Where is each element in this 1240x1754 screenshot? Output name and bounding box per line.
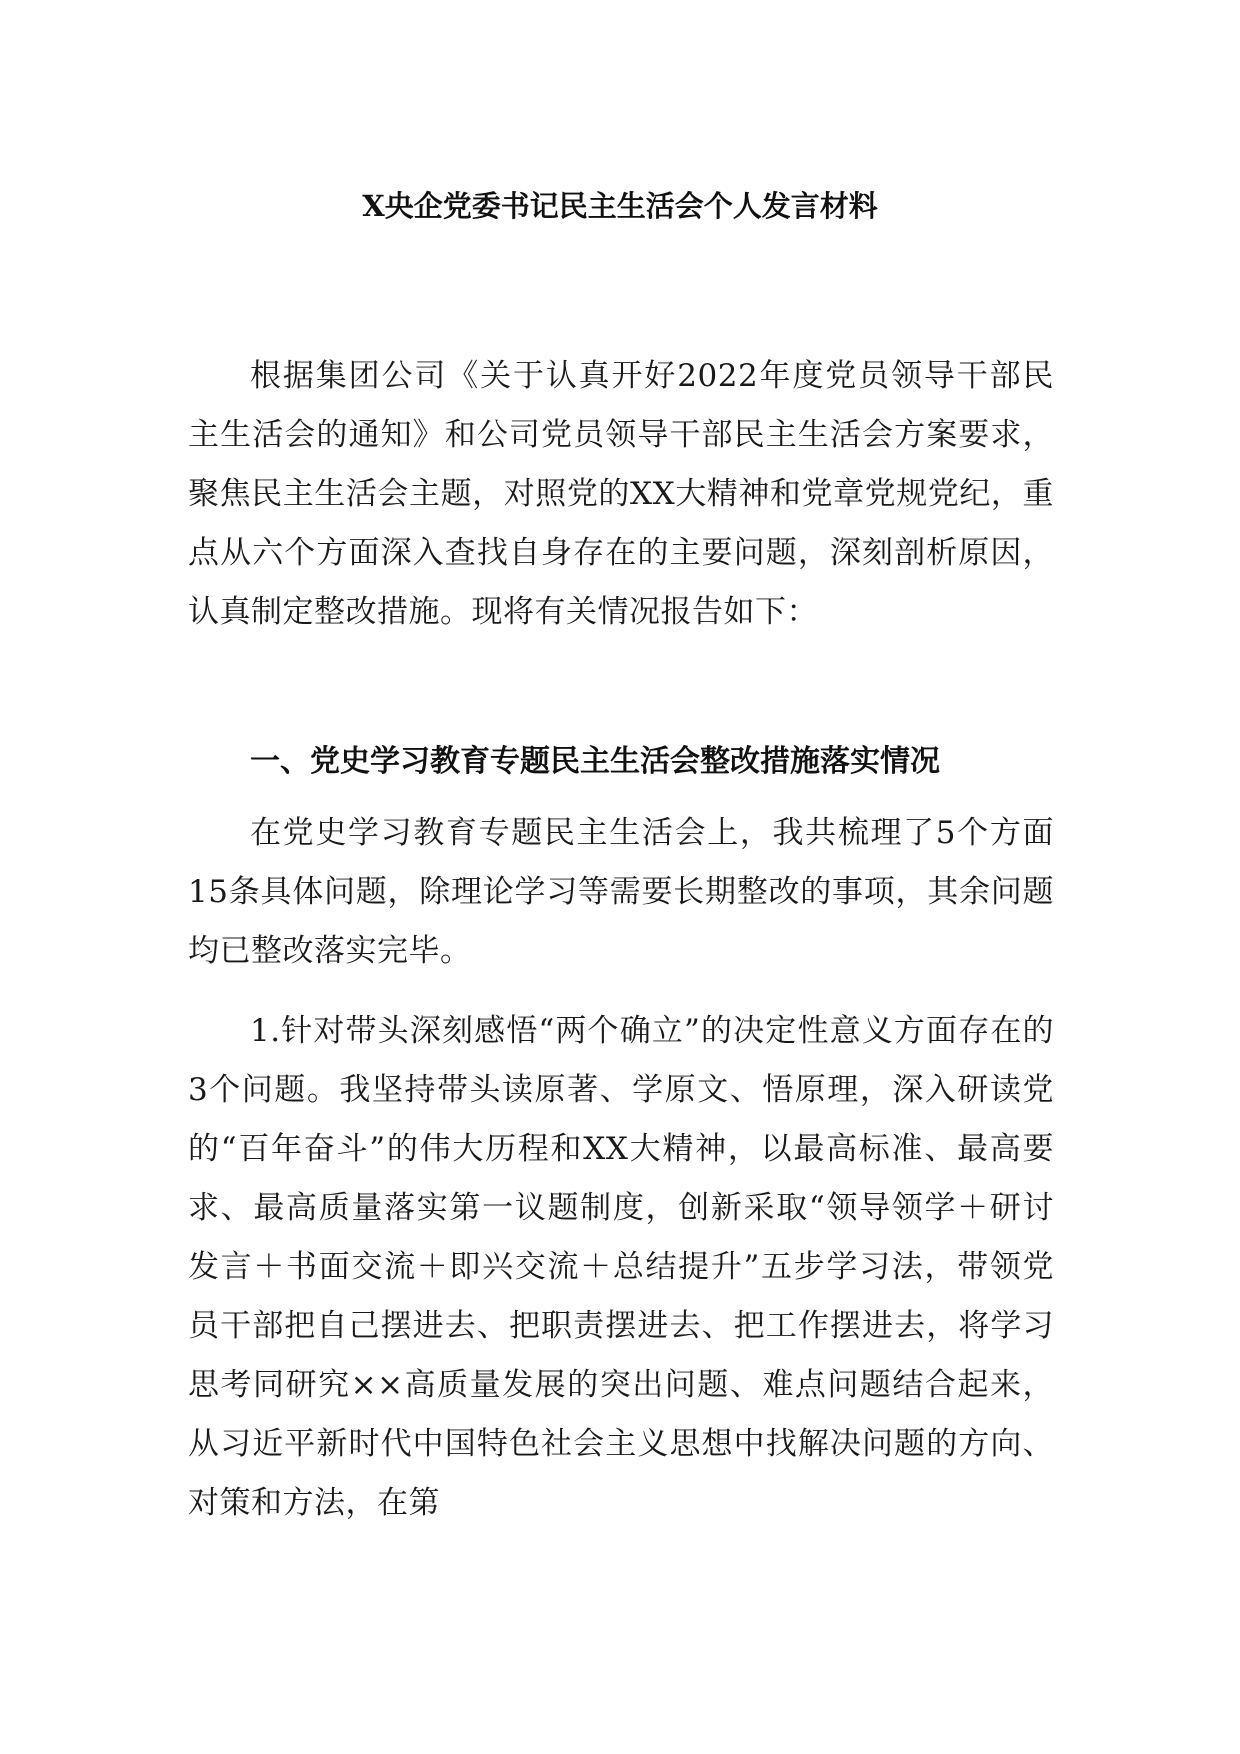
section-1-item-1-block	[188, 1002, 1054, 1533]
section-1-intro-block	[188, 804, 1054, 981]
intro-paragraph-block	[188, 347, 1054, 642]
section-1-heading: 一、党史学习教育专题民主生活会整改措施落实情况	[250, 744, 940, 779]
document-title: X央企党委书记民主生活会个人发言材料	[362, 189, 878, 223]
intro-paragraph: 根据集团公司《关于认真开好2022年度党员领导干部民主生活会的通知》和公司党员领导干部民主生活会方案要求，聚焦民主生活会主题，对照党的XX大精神和党章党规党纪，重点从六个方面深入查找自身存在的主要问题，深刻剖析原因，认真制定整改措施。现将有关情况报告如下：	[188, 358, 1054, 630]
section-1-item-1-paragraph: 1.针对带头深刻感悟“两个确立”的决定性意义方面存在的3个问题。我坚持带头读原著、学原文、悟原理，深入研读党的“百年奋斗”的伟大历程和XX大精神，以最高标准、最高要求、最高质量落实第一议题制度，创新采取“领导领学＋研讨发言＋书面交流＋即兴交流＋总结提升”五步学习法，带领党员干部把自己摆进去、把职责摆进去、把工作摆进去，将学习思考同研究××高质量发展的突出问题、难点问题结合起来，从习近平新时代中国特色社会主义思想中找解决问题的方向、对策和方法，在第	[188, 1013, 1054, 1521]
section-1-intro-paragraph: 在党史学习教育专题民主生活会上，我共梳理了5个方面15条具体问题，除理论学习等需要长期整改的事项，其余问题均已整改落实完毕。	[188, 815, 1054, 969]
